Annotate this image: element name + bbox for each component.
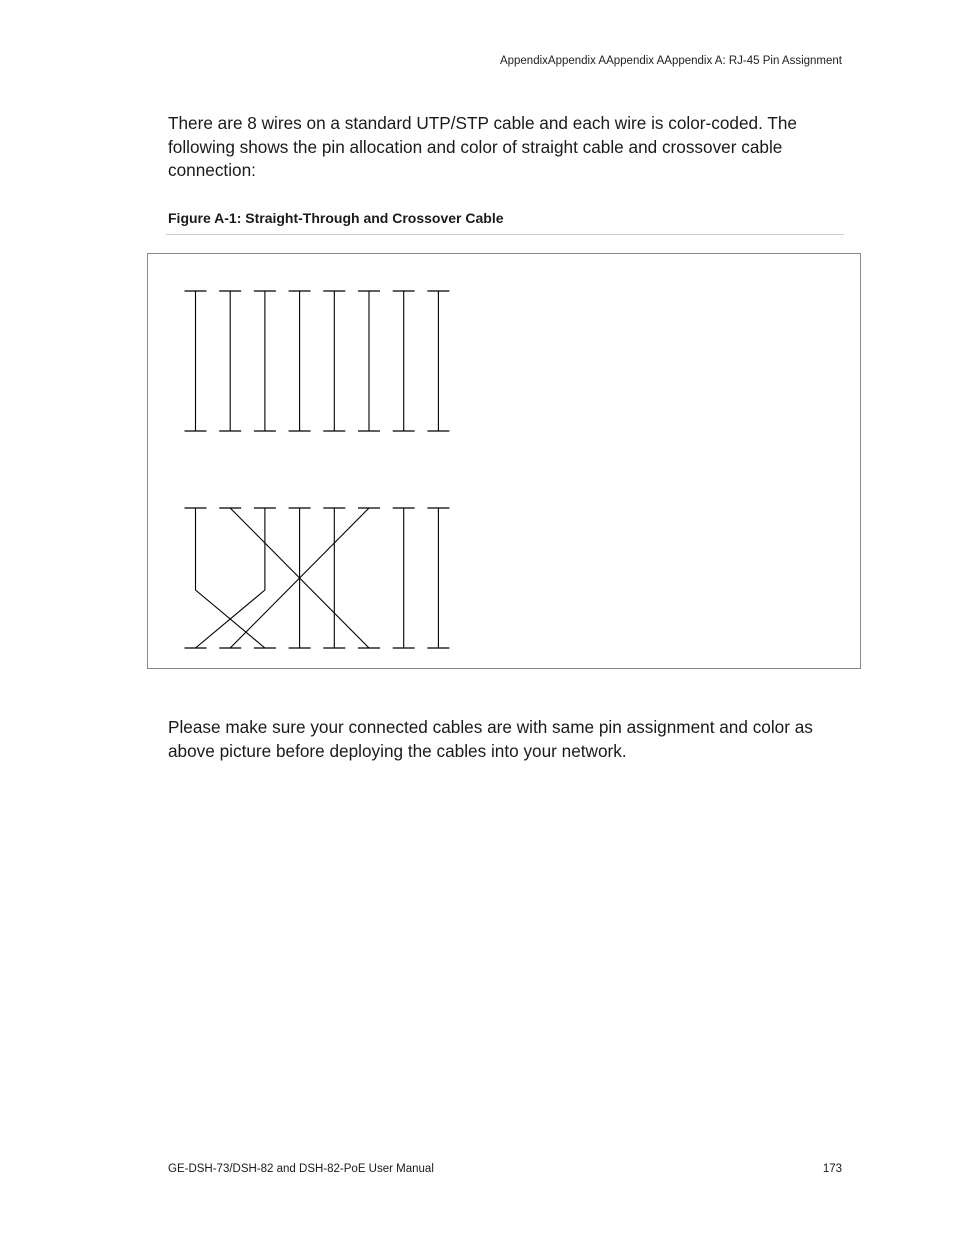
intro-paragraph: There are 8 wires on a standard UTP/STP cable and each wire is color-coded. The following shows the pin allocation and color of straight cable and crossover cable connection: xyxy=(168,113,797,180)
crossover-cable xyxy=(185,508,450,648)
closing-paragraph: Please make sure your connected cables are with same pin assignment and color as above picture before deploying the cables into your network. xyxy=(168,717,813,761)
running-header: AppendixAppendix AAppendix AAppendix A: RJ-45 Pin Assignment xyxy=(499,55,842,67)
wire-3 xyxy=(196,508,265,648)
footer-manual-title: GE-DSH-73/DSH-82 and DSH-82-PoE User Manual xyxy=(168,1163,434,1175)
caption-divider xyxy=(166,234,844,235)
footer-page-number: 173 xyxy=(822,1163,842,1175)
straight-through-cable xyxy=(185,291,450,431)
figure-frame xyxy=(147,253,861,669)
cable-wiring-diagram xyxy=(148,254,860,668)
figure-caption: Figure A-1: Straight-Through and Crossover Cable xyxy=(168,210,504,226)
wire-1 xyxy=(196,508,265,648)
